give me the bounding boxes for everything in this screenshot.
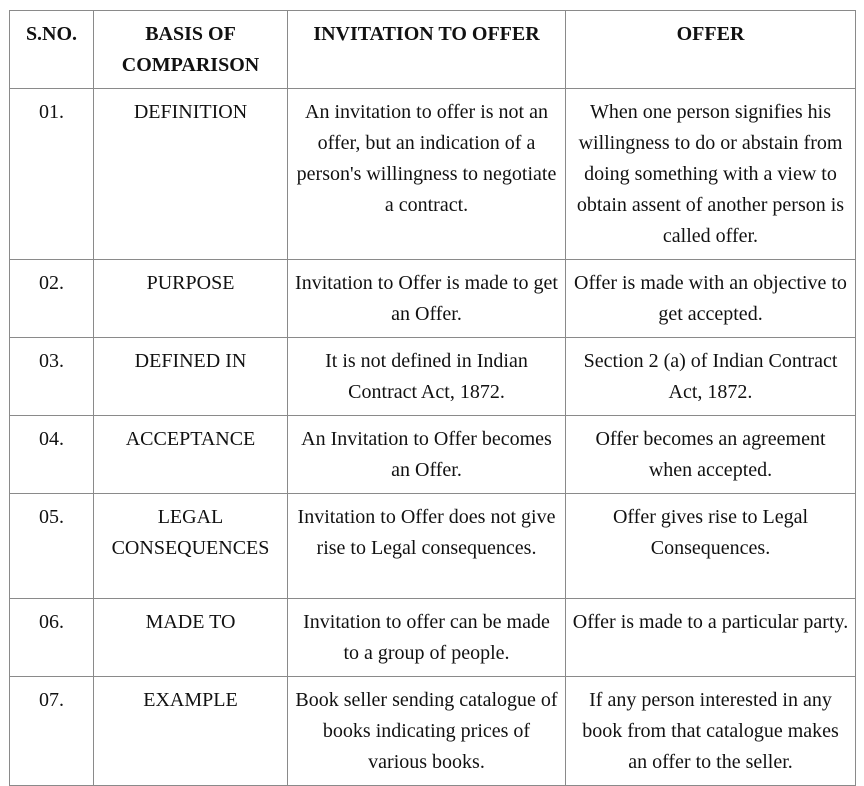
cell-invitation: Invitation to offer can be made to a group of people. [288, 599, 566, 677]
cell-invitation: An invitation to offer is not an offer, but an indication of a person's willingness to negotiate a contract. [288, 89, 566, 260]
table-header-row [10, 11, 856, 89]
cell-sno: 05. [10, 494, 94, 599]
cell-offer: Offer is made to a particular party. [566, 599, 856, 677]
cell-basis: LEGAL CONSEQUENCES [94, 494, 288, 599]
cell-basis: EXAMPLE [94, 677, 288, 786]
cell-offer: When one person signifies his willingness to do or abstain from doing something with a view to obtain assent of another person is called offer. [566, 89, 856, 260]
cell-basis: MADE TO [94, 599, 288, 677]
cell-sno: 02. [10, 260, 94, 338]
header-basis: BASIS OF COMPARISON [94, 11, 288, 89]
cell-sno: 04. [10, 416, 94, 494]
cell-invitation: Invitation to Offer does not give rise to Legal consequences. [288, 494, 566, 599]
cell-basis: PURPOSE [94, 260, 288, 338]
cell-invitation: Book seller sending catalogue of books indicating prices of various books. [288, 677, 566, 786]
cell-sno: 07. [10, 677, 94, 786]
cell-basis: DEFINITION [94, 89, 288, 260]
cell-sno: 01. [10, 89, 94, 260]
cell-invitation: Invitation to Offer is made to get an Offer. [288, 260, 566, 338]
table-row [10, 677, 856, 786]
table-row [10, 494, 856, 599]
cell-offer: Offer is made with an objective to get accepted. [566, 260, 856, 338]
comparison-table [9, 10, 856, 786]
table-row [10, 338, 856, 416]
cell-sno: 06. [10, 599, 94, 677]
header-offer: OFFER [566, 11, 856, 89]
table-row [10, 89, 856, 260]
cell-offer: Offer becomes an agreement when accepted. [566, 416, 856, 494]
cell-basis: DEFINED IN [94, 338, 288, 416]
cell-offer: Offer gives rise to Legal Consequences. [566, 494, 856, 599]
header-invitation: INVITATION TO OFFER [288, 11, 566, 89]
table-row [10, 260, 856, 338]
header-sno: S.NO. [10, 11, 94, 89]
cell-offer: Section 2 (a) of Indian Contract Act, 1872. [566, 338, 856, 416]
cell-basis: ACCEPTANCE [94, 416, 288, 494]
cell-invitation: It is not defined in Indian Contract Act, 1872. [288, 338, 566, 416]
cell-offer: If any person interested in any book from that catalogue makes an offer to the seller. [566, 677, 856, 786]
cell-invitation: An Invitation to Offer becomes an Offer. [288, 416, 566, 494]
table-row [10, 599, 856, 677]
cell-sno: 03. [10, 338, 94, 416]
table-row [10, 416, 856, 494]
